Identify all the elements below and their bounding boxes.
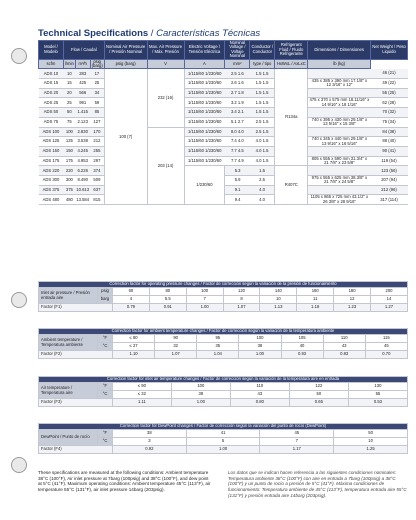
- col-nominal-voltage: Nominal Voltage / Voltaje Nominal: [225, 41, 250, 60]
- cell-m3h: 509: [90, 176, 104, 186]
- unit-cell: °F: [98, 430, 113, 438]
- factor-label: Factor (F2): [39, 351, 113, 359]
- cell-dimensions: 435 x 385 x 390 mm 17.1/8" x 12 3/16" x 12": [308, 79, 371, 89]
- value-cell: 4: [113, 296, 150, 304]
- col-nominal-pressure: Nominal Air Pressure / Presión Nominal: [104, 41, 147, 60]
- value-cell: 12: [334, 296, 371, 304]
- cell-conductor: 1.5 1.5: [250, 88, 275, 98]
- factor-cell: 1.17: [260, 446, 334, 454]
- value-cell: 7: [186, 296, 223, 304]
- factor-row: [39, 304, 408, 312]
- value-cell: 50: [289, 391, 348, 399]
- cell-lmin: 425: [75, 79, 90, 89]
- value-cell: 40: [281, 343, 323, 351]
- cell-dimensions: 740 x 345 x 440 mm 29.1/8" x 13 9/16" x 16 5/16": [308, 137, 371, 147]
- correction-title: Correction factor for DewPoint changes / Factor de corrección según la variación del punto de rocío (DewPoint): [39, 424, 408, 430]
- cell-scfm: 25: [63, 98, 75, 108]
- value-cell: 140: [260, 288, 297, 296]
- unit-cell: psig (barg): [104, 59, 147, 69]
- cell-lmin: 1.415: [75, 108, 90, 118]
- value-cell: 45: [365, 343, 407, 351]
- factor-cell: 1.27: [371, 304, 408, 312]
- value-cell: 105: [281, 335, 323, 343]
- correction-title: Correction factor for ambient temperature changes / Factor de corrección según la variación de la temperatura ambiente: [39, 329, 408, 335]
- factor-cell: 0.83: [323, 351, 365, 359]
- value-cell: 100: [171, 383, 230, 391]
- unit-cell: m³/h: [75, 59, 90, 69]
- value-cell: 41: [186, 430, 260, 438]
- cell-scfm: 220: [63, 166, 75, 176]
- cell-dimensions: 805 x 555 x 590 mm 31.3/4" x 21 7/8" x 23 5/8": [308, 156, 371, 166]
- unit-cell: mm²: [225, 59, 250, 69]
- cell-m3h: 59: [90, 98, 104, 108]
- cell-weight: 46 (21): [371, 69, 408, 79]
- cell-scfm: 20: [63, 88, 75, 98]
- cell-amps: 7.7 4.5: [225, 147, 250, 157]
- cell-max-pressure: 203 (14): [147, 127, 184, 205]
- cell-weight: 70 (32): [371, 108, 408, 118]
- correction-row: [39, 383, 408, 391]
- col-model: Model / Modelo: [39, 41, 64, 60]
- cell-nominal-pressure: 100 (7): [104, 69, 147, 205]
- ambient-correction-table: [38, 328, 408, 359]
- cell-model: ADS 375: [39, 185, 64, 195]
- col-conductor: Conductor / Conductor: [250, 41, 275, 60]
- cell-m3h: 170: [90, 127, 104, 137]
- col-weight: Net Weight / Peso Liquido: [371, 41, 408, 60]
- title-es: Características Técnicas: [156, 28, 261, 39]
- col-flow: Flow / Caudal: [63, 41, 104, 60]
- value-cell: 55: [348, 391, 407, 399]
- value-cell: 35: [197, 343, 239, 351]
- cell-m3h: 212: [90, 137, 104, 147]
- factor-label: Factor (F4): [39, 446, 113, 454]
- cell-lmin: 10.613: [75, 185, 90, 195]
- value-cell: 115: [365, 335, 407, 343]
- unit-cell: °C: [98, 343, 113, 351]
- cell-scfm: 50: [63, 108, 75, 118]
- value-cell: 110: [323, 335, 365, 343]
- factor-cell: 1.07: [223, 304, 260, 312]
- factor-cell: 0.91: [149, 304, 186, 312]
- cell-weight: 62 (28): [371, 98, 408, 108]
- cell-amps: 3.2 1.9: [225, 98, 250, 108]
- correction-row: [39, 288, 408, 296]
- factor-label: Factor (F3): [39, 399, 113, 407]
- unit-cell: scfm: [39, 59, 64, 69]
- value-cell: 8: [223, 296, 260, 304]
- col-refrigerant: Refrigerant Fluid / Fluido Refrigerante: [275, 41, 308, 60]
- cell-model: ADS 480: [39, 195, 64, 205]
- correction-label: Air temperature / Temperatura aire: [39, 383, 98, 399]
- cell-model: ADS 300: [39, 176, 64, 186]
- cell-conductor: 2.5 1.5: [250, 127, 275, 137]
- value-cell: ≤ 80: [113, 335, 155, 343]
- factor-row: [39, 399, 408, 407]
- cell-scfm: 125: [63, 137, 75, 147]
- unit-cell: psig: [98, 288, 113, 296]
- unit-cell: °F: [98, 335, 113, 343]
- factor-cell: 0.70: [365, 351, 407, 359]
- cell-model: ADS 125: [39, 137, 64, 147]
- cell-weight: 55 (25): [371, 88, 408, 98]
- unit-cell: psig (barg): [91, 58, 103, 69]
- factor-cell: 0.80: [230, 399, 289, 407]
- value-cell: 14: [371, 296, 408, 304]
- cell-m3h: 25: [90, 79, 104, 89]
- cell-dimensions: 975 x 555 x 625 mm 38.3/8" x 21 7/8" x 24 5/8": [308, 176, 371, 186]
- cell-lmin: 13.584: [75, 195, 90, 205]
- factor-cell: 0.79: [113, 304, 150, 312]
- cell-dimensions: [308, 147, 371, 157]
- cell-scfm: 75: [63, 117, 75, 127]
- cell-amps: 3.4 2.1: [225, 108, 250, 118]
- cell-weight: 75 (34): [371, 117, 408, 127]
- cell-amps: 5.1 2.7: [225, 117, 250, 127]
- factor-cell: 1.10: [113, 351, 155, 359]
- correction-label: Inlet air pressure / Presión entrada aire: [39, 288, 98, 304]
- value-cell: 43: [230, 391, 289, 399]
- cell-weight: 88 (40): [371, 137, 408, 147]
- cell-m3h: 85: [90, 108, 104, 118]
- col-max-pressure: Max. Air Pressure / Máx. Presión: [147, 41, 184, 60]
- cell-model: ADS 220: [39, 166, 64, 176]
- cell-conductor: 1.5 1.5: [250, 108, 275, 118]
- cell-refrigerant: R407C: [275, 166, 308, 205]
- factor-cell: 0.93: [281, 351, 323, 359]
- cell-dimensions: 1105 x 865 x 725 mm 43.1/2" x 26 3/8" x 28 9/16": [308, 195, 371, 205]
- correction-title: Correction factor for inlet air temperature changes / Factor de corrección según la variación de la temperatura aire en entrada: [39, 377, 408, 383]
- cell-scfm: 15: [63, 79, 75, 89]
- cell-model: ADS 15: [39, 79, 64, 89]
- cell-lmin: 6.226: [75, 166, 90, 176]
- value-cell: 122: [289, 383, 348, 391]
- factor-row: [39, 351, 408, 359]
- cell-amps: 5.3: [225, 166, 250, 176]
- value-cell: 90: [155, 335, 197, 343]
- cell-lmin: 991: [75, 98, 90, 108]
- cell-lmin: 3.538: [75, 137, 90, 147]
- cell-amps: 9.4: [225, 195, 250, 205]
- factor-cell: 1.07: [155, 351, 197, 359]
- unit-cell: l/min: [63, 59, 75, 69]
- correction-row: [39, 430, 408, 438]
- cell-scfm: 375: [63, 185, 75, 195]
- specifications-table: [38, 40, 408, 205]
- table-row: [39, 98, 408, 108]
- value-cell: 130: [348, 383, 407, 391]
- cell-refrigerant: R134a: [275, 69, 308, 166]
- cell-voltage: 1/115/60 1/230/60: [184, 147, 225, 157]
- cell-lmin: 4.953: [75, 156, 90, 166]
- value-cell: ≤ 32: [113, 391, 172, 399]
- cell-m3h: 34: [90, 88, 104, 98]
- value-cell: 7: [260, 438, 334, 446]
- cell-lmin: 2.123: [75, 117, 90, 127]
- binder-hole-icon: [11, 48, 27, 64]
- cell-m3h: 127: [90, 117, 104, 127]
- title-en: Technical Specifications: [38, 28, 149, 39]
- cell-lmin: 283: [75, 69, 90, 79]
- table-row: [39, 79, 408, 89]
- cell-conductor: 4.0 1.5: [250, 147, 275, 157]
- cell-dimensions: [308, 108, 371, 118]
- cell-amps: 7.7 4.9: [225, 156, 250, 166]
- value-cell: 180: [334, 288, 371, 296]
- binder-hole-icon: [11, 457, 27, 473]
- title-separator: /: [148, 28, 157, 39]
- cell-model: ADS 175: [39, 156, 64, 166]
- value-cell: 32: [155, 343, 197, 351]
- factor-cell: 1.00: [186, 446, 260, 454]
- cell-m3h: 297: [90, 156, 104, 166]
- value-cell: 100: [239, 335, 281, 343]
- binder-hole-icon: [11, 292, 27, 308]
- correction-title: Correction factor for operating pressure changes / Factor de corrección según la variación de la presión de funcionamiento: [39, 282, 408, 288]
- cell-scfm: 10: [63, 69, 75, 79]
- cell-model: ADS 25: [39, 98, 64, 108]
- cell-dimensions: 475 x 370 x 575 mm 18.11/16" x 14 9/16" x 18 1/16": [309, 97, 370, 107]
- value-cell: 10: [334, 438, 408, 446]
- value-cell: ≤ 27: [113, 343, 155, 351]
- cell-conductor: 1.5 1.5: [250, 98, 275, 108]
- correction-row: [39, 335, 408, 343]
- unit-cell: °C: [98, 438, 113, 446]
- value-cell: 60: [113, 288, 150, 296]
- cell-amps: 2.5 1.6: [225, 69, 250, 79]
- cell-scfm: 175: [63, 156, 75, 166]
- value-cell: 80: [149, 288, 186, 296]
- cell-voltage: 1/115/60 1/230/60: [184, 98, 225, 108]
- cell-weight: 212 (96): [371, 185, 408, 195]
- cell-conductor: 1.5: [250, 166, 275, 176]
- cell-amps: 8.0 4.0: [225, 127, 250, 137]
- factor-cell: 1.18: [297, 304, 334, 312]
- unit-cell: lb (kg): [308, 59, 371, 69]
- footnote-en: These specifications are measured at the following conditions: Ambient temperature 38°C (100°F), Air inlet pressure at 7barg (100psig) and 38°C (100°F), and dew point at 5°C (41°F). Maximum operating conditions: Ambient temperature 45°C (113°F), air temperature 55°C (131°F), air inlet pressure 14barg (203psig).: [38, 470, 211, 493]
- cell-scfm: 150: [63, 147, 75, 157]
- cell-scfm: 480: [63, 195, 75, 205]
- value-cell: 50: [334, 430, 408, 438]
- cell-conductor: 2.5 1.5: [250, 117, 275, 127]
- cell-max-pressure: 232 (16): [147, 69, 184, 127]
- correction-label: DewPoint / Punto de rocío: [39, 430, 98, 446]
- value-cell: 95: [197, 335, 239, 343]
- unit-cell: A: [184, 59, 225, 69]
- factor-cell: 1.00: [239, 351, 281, 359]
- factor-cell: 1.25: [334, 446, 408, 454]
- cell-model: ADS 75: [39, 117, 64, 127]
- cell-dimensions: 740 x 395 x 430 mm 29.1/8" x 13 5/16" x 15 3/8": [308, 117, 371, 127]
- value-cell: 11: [297, 296, 334, 304]
- cell-model: ADS 20: [39, 88, 64, 98]
- value-cell: 120: [223, 288, 260, 296]
- cell-model: ADS 100: [39, 127, 64, 137]
- value-cell: 5.5: [149, 296, 186, 304]
- cell-weight: 90 (41): [371, 147, 408, 157]
- col-dimensions: Dimensions / Dimensiones: [308, 41, 371, 60]
- factor-cell: 0.65: [289, 399, 348, 407]
- inlet-temp-correction-table: [38, 376, 408, 407]
- footnote-es: Los datos que se indican hacen referencia a las siguientes condiciones nominales: Temperatura ambiente 38°C (100°F) con aire en entrada a 7barg (100psig) a 38°C (100°F) y un punto de rocío a presión de 5°C (41°F). Máxima condiciones de funcionamiento: Temperatura ambiente de 45°C (113°F), temperatura entrada aire 55°C (131°F) y presión entrada aire 14barg (203psig).: [228, 470, 407, 498]
- correction-label: Ambient temperature / Temperatura ambiente: [39, 335, 98, 351]
- cell-voltage: 1/115/60 1/230/60: [184, 88, 225, 98]
- pressure-correction-table: [38, 281, 408, 312]
- cell-lmin: 4.245: [75, 147, 90, 157]
- factor-cell: 0.92: [113, 446, 187, 454]
- factor-cell: 1.23: [334, 304, 371, 312]
- value-cell: 38: [171, 391, 230, 399]
- cell-weight: 84 (38): [371, 127, 408, 137]
- table-row: [39, 108, 408, 118]
- cell-weight: 119 (54): [371, 156, 408, 166]
- dewpoint-correction-table: [38, 423, 408, 454]
- value-cell: 43: [323, 343, 365, 351]
- value-cell: 100: [186, 288, 223, 296]
- value-cell: 38: [113, 430, 187, 438]
- unit-cell: HxWxL / AxLxC: [275, 59, 308, 69]
- cell-weight: 123 (56): [371, 166, 408, 176]
- cell-voltage: 1/230/60: [184, 166, 225, 205]
- cell-conductor: 4.0 1.5: [250, 156, 275, 166]
- table-row: [39, 147, 408, 157]
- table-row: [39, 156, 408, 166]
- value-cell: 200: [371, 288, 408, 296]
- table-row: [39, 137, 408, 147]
- cell-weight: 207 (94): [371, 176, 408, 186]
- cell-m3h: 374: [90, 166, 104, 176]
- factor-cell: 1.00: [171, 399, 230, 407]
- cell-conductor: 4.0 1.5: [250, 137, 275, 147]
- cell-scfm: 100: [63, 127, 75, 137]
- cell-m3h: 815: [90, 195, 104, 205]
- unit-cell: °F: [98, 383, 113, 391]
- cell-model: ADS 50: [39, 108, 64, 118]
- value-cell: 160: [297, 288, 334, 296]
- value-cell: 3: [113, 438, 187, 446]
- factor-label: Factor (F1): [39, 304, 113, 312]
- factor-cell: 1.13: [260, 304, 297, 312]
- factor-cell: 1.04: [197, 351, 239, 359]
- cell-conductor: 1.5 1.5: [250, 69, 275, 79]
- cell-model: ADS 150: [39, 147, 64, 157]
- cell-amps: 2.7 1.8: [225, 88, 250, 98]
- value-cell: 5: [186, 438, 260, 446]
- cell-amps: 5.9: [225, 176, 250, 186]
- cell-weight: 317 (114): [371, 195, 408, 205]
- value-cell: 10: [260, 296, 297, 304]
- cell-weight: 49 (22): [371, 79, 408, 89]
- cell-amps: 9.1: [225, 185, 250, 195]
- cell-voltage: 1/115/60 1/230/60: [184, 117, 225, 127]
- cell-lmin: 566: [75, 88, 90, 98]
- value-cell: 38: [239, 343, 281, 351]
- cell-voltage: 1/115/60 1/230/60: [184, 137, 225, 147]
- cell-conductor: 2.5: [250, 176, 275, 186]
- cell-amps: 2.6 1.6: [225, 79, 250, 89]
- cell-voltage: 1/115/60 1/230/60: [184, 108, 225, 118]
- cell-voltage: 1/115/60 1/230/60: [184, 156, 225, 166]
- cell-m3h: 637: [90, 185, 104, 195]
- unit-cell: type / tipo: [250, 59, 275, 69]
- cell-voltage: 1/115/60 1/230/60: [184, 127, 225, 137]
- factor-cell: 1.11: [113, 399, 172, 407]
- table-row: [39, 117, 408, 127]
- unit-cell: °C: [98, 391, 113, 399]
- cell-m3h: 17: [90, 69, 104, 79]
- unit-cell: barg: [98, 296, 113, 304]
- cell-scfm: 300: [63, 176, 75, 186]
- unit-cell: V: [147, 59, 184, 69]
- factor-cell: 0.53: [348, 399, 407, 407]
- cell-conductor: 4.0: [250, 185, 275, 195]
- cell-lmin: 2.830: [75, 127, 90, 137]
- cell-conductor: 4.0: [250, 195, 275, 205]
- page-title: [38, 28, 260, 39]
- factor-cell: 1.00: [186, 304, 223, 312]
- factor-row: [39, 446, 408, 454]
- cell-model: ADS 10: [39, 69, 64, 79]
- value-cell: 45: [260, 430, 334, 438]
- cell-voltage: 1/115/60 1/230/60: [184, 69, 225, 79]
- cell-conductor: 1.5 1.5: [250, 79, 275, 89]
- cell-lmin: 8.490: [75, 176, 90, 186]
- cell-m3h: 255: [90, 147, 104, 157]
- value-cell: ≤ 90: [113, 383, 172, 391]
- cell-voltage: 1/115/60 1/230/60: [184, 79, 225, 89]
- value-cell: 110: [230, 383, 289, 391]
- cell-amps: 7.4 4.0: [225, 137, 250, 147]
- col-voltage: Electric Voltage / Tensión Eléctrica: [184, 41, 225, 60]
